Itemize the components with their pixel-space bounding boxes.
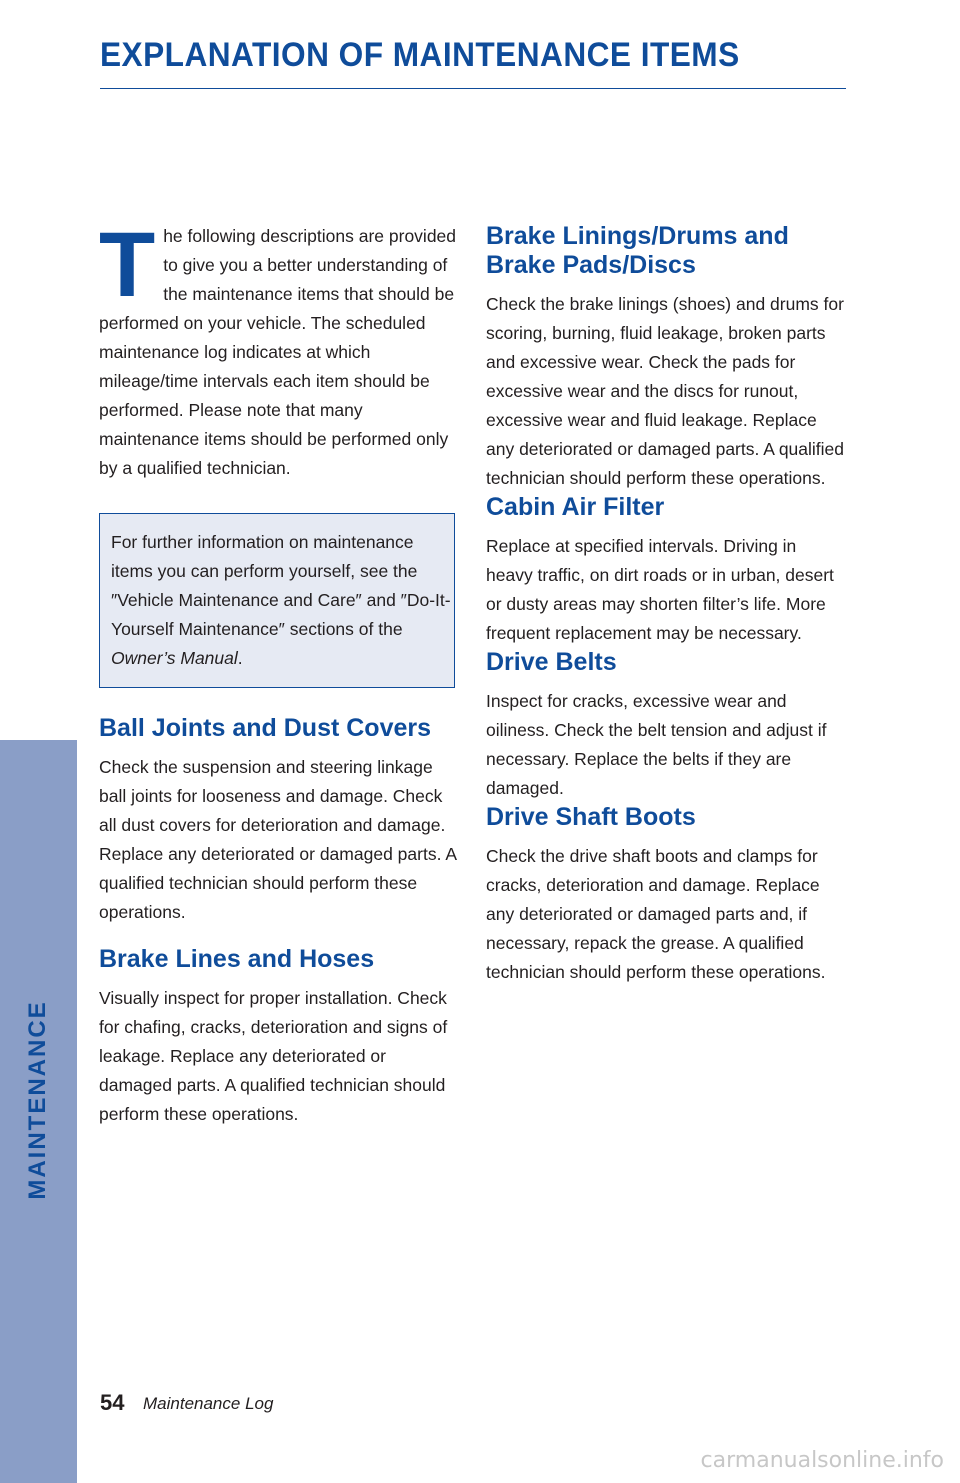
section-body: Check the brake linings (shoes) and drums for scoring, burning, fluid leakage, broken parts and excessive wear. Check the pads for excessive wear and the discs for runout, excessive wear and fluid leakage. Replace any deteriorated or damaged parts. A qualified technician should perform these operations.	[486, 294, 845, 488]
section-body: Replace at specified intervals. Driving in heavy traffic, on dirt roads or in urban, desert or dusty areas may shorten filter’s life. More frequent replacement may be necessary.	[486, 536, 834, 643]
intro-paragraph	[99, 214, 457, 483]
section-brake-linings	[486, 222, 844, 493]
section-body: Visually inspect for proper installation. Check for chafing, cracks, deterioration and signs of leakage. Replace any deteriorated or damaged parts. A qualified technician should perform these operations.	[99, 988, 448, 1124]
intro-text: he following descriptions are provided to give you a better understanding of the maintenance items that should be performed on your vehicle. The scheduled maintenance log indicates at which mileage/time intervals each item should be performed. Please note that many maintenance items should be performed only by a qualified technician.	[99, 226, 457, 478]
section-drive-shaft-boots	[486, 803, 844, 987]
section-brake-lines	[99, 945, 457, 1129]
section-cabin-air-filter	[486, 493, 844, 648]
title-divider	[100, 88, 846, 89]
section-heading: Brake Linings/Drums and Brake Pads/Discs	[486, 222, 789, 279]
section-ball-joints	[99, 714, 457, 927]
dropcap: T	[99, 214, 156, 316]
section-body: Check the suspension and steering linkage ball joints for looseness and damage. Check all dust covers for deterioration and damage. Replace any deteriorated or damaged parts. A qualified technician should perform these operations.	[99, 757, 457, 922]
section-heading: Drive Shaft Boots	[486, 803, 696, 831]
section-body: Check the drive shaft boots and clamps for cracks, deterioration and damage. Replace any deteriorated or damaged parts and, if necessary, repack the grease. A qualified technician should perform these operations.	[486, 846, 826, 982]
left-column	[99, 214, 457, 1129]
info-box	[99, 513, 455, 688]
section-drive-belts	[486, 648, 844, 803]
owners-manual-reference: Owner’s Manual	[111, 648, 238, 668]
page-number: 54	[100, 1390, 125, 1415]
side-tab-label: MAINTENANCE	[24, 1000, 51, 1200]
info-box-body: For further information on maintenance items you can perform yourself, see the ″Vehicle Maintenance and Care″ and ″Do-It-Yourself Maintenance″ sections of the	[111, 532, 451, 639]
section-heading: Brake Lines and Hoses	[99, 945, 375, 973]
page-title: EXPLANATION OF MAINTENANCE ITEMS	[100, 36, 740, 74]
section-heading: Drive Belts	[486, 648, 617, 676]
section-heading: Ball Joints and Dust Covers	[99, 714, 432, 742]
footer-label: Maintenance Log	[143, 1394, 274, 1413]
section-body: Inspect for cracks, excessive wear and oiliness. Check the belt tension and adjust if necessary. Replace the belts if they are damaged.	[486, 691, 827, 798]
info-box-text	[111, 528, 454, 673]
right-column	[486, 222, 844, 987]
info-box-suffix: .	[237, 648, 243, 668]
section-heading: Cabin Air Filter	[486, 493, 665, 521]
watermark: carmanualsonline.info	[700, 1448, 944, 1473]
